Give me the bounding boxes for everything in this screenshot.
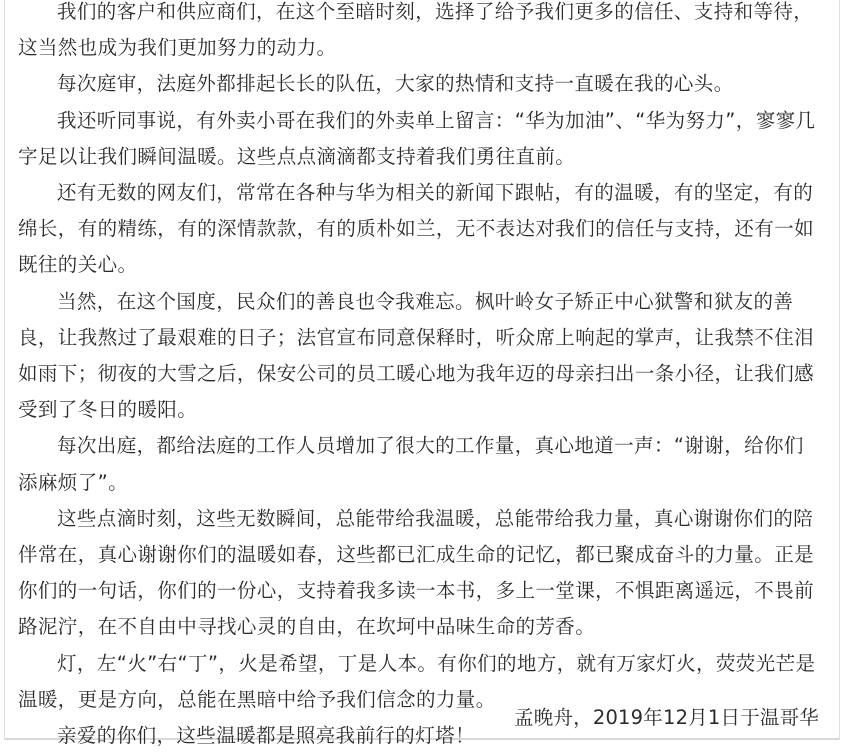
document-page [4, 0, 840, 748]
paragraph: 这些点滴时刻，这些无数瞬间，总能带给我温暖，总能带给我力量，真心谢谢你们的陪伴常在，真心谢谢你们的温暖如春，这些都已汇成生命的记忆，都已聚成奋斗的力量。正是你们的一句话，你们的一份心，支持着我多读一本书，多上一堂课，不惧距离遥远，不畏前路泥泞，在不自由中寻找心灵的自由，在坎坷中品味生命的芳香。 [18, 506, 815, 639]
paragraph: 每次出庭，都给法庭的工作人员增加了很大的工作量，真心地道一声：“谢谢，给你们添麻烦了”。 [18, 434, 804, 494]
paragraph: 当然，在这个国度，民众们的善良也令我难忘。枫叶岭女子矫正中心狱警和狱友的善良，让我熬过了最艰难的日子；法官宣布同意保释时，听众席上响起的掌声，让我禁不住泪如雨下；彻夜的大雪之后，保安公司的员工暖心地为我年迈的母亲扫出一条小径，让我们感受到了冬日的暖阳。 [18, 289, 815, 422]
paragraph: 亲爱的你们，这些温暖都是照亮我前行的灯塔！ [57, 724, 475, 748]
paragraph: 每次庭审，法庭外都排起长长的队伍，大家的热情和支持一直暖在我的心头。 [57, 72, 734, 96]
paragraph: 我还听同事说，有外卖小哥在我们的外卖单上留言：“华为加油”、“华为努力”，寥寥几字足以让我们瞬间温暖。这些点点滴滴都支持着我们勇往直前。 [18, 108, 816, 168]
paragraph: 我们的客户和供应商们，在这个至暗时刻，选择了给予我们更多的信任、支持和等待，这当然也成为我们更加努力的动力。 [18, 0, 814, 60]
article-body [18, 0, 816, 754]
paragraph: 还有无数的网友们，常常在各种与华为相关的新闻下跟帖，有的温暖，有的坚定，有的绵长，有的精练，有的深情款款，有的质朴如兰，无不表达对我们的信任与支持，还有一如既往的关心。 [18, 181, 815, 277]
signature: 孟晚舟，2019年12月1日于温哥华 [514, 706, 819, 729]
paragraph: 灯，左“火”右“丁”，火是希望，丁是人本。有你们的地方，就有万家灯火，荧荧光芒是温暖，更是方向，总能在黑暗中给予我们信念的力量。 [18, 651, 816, 711]
